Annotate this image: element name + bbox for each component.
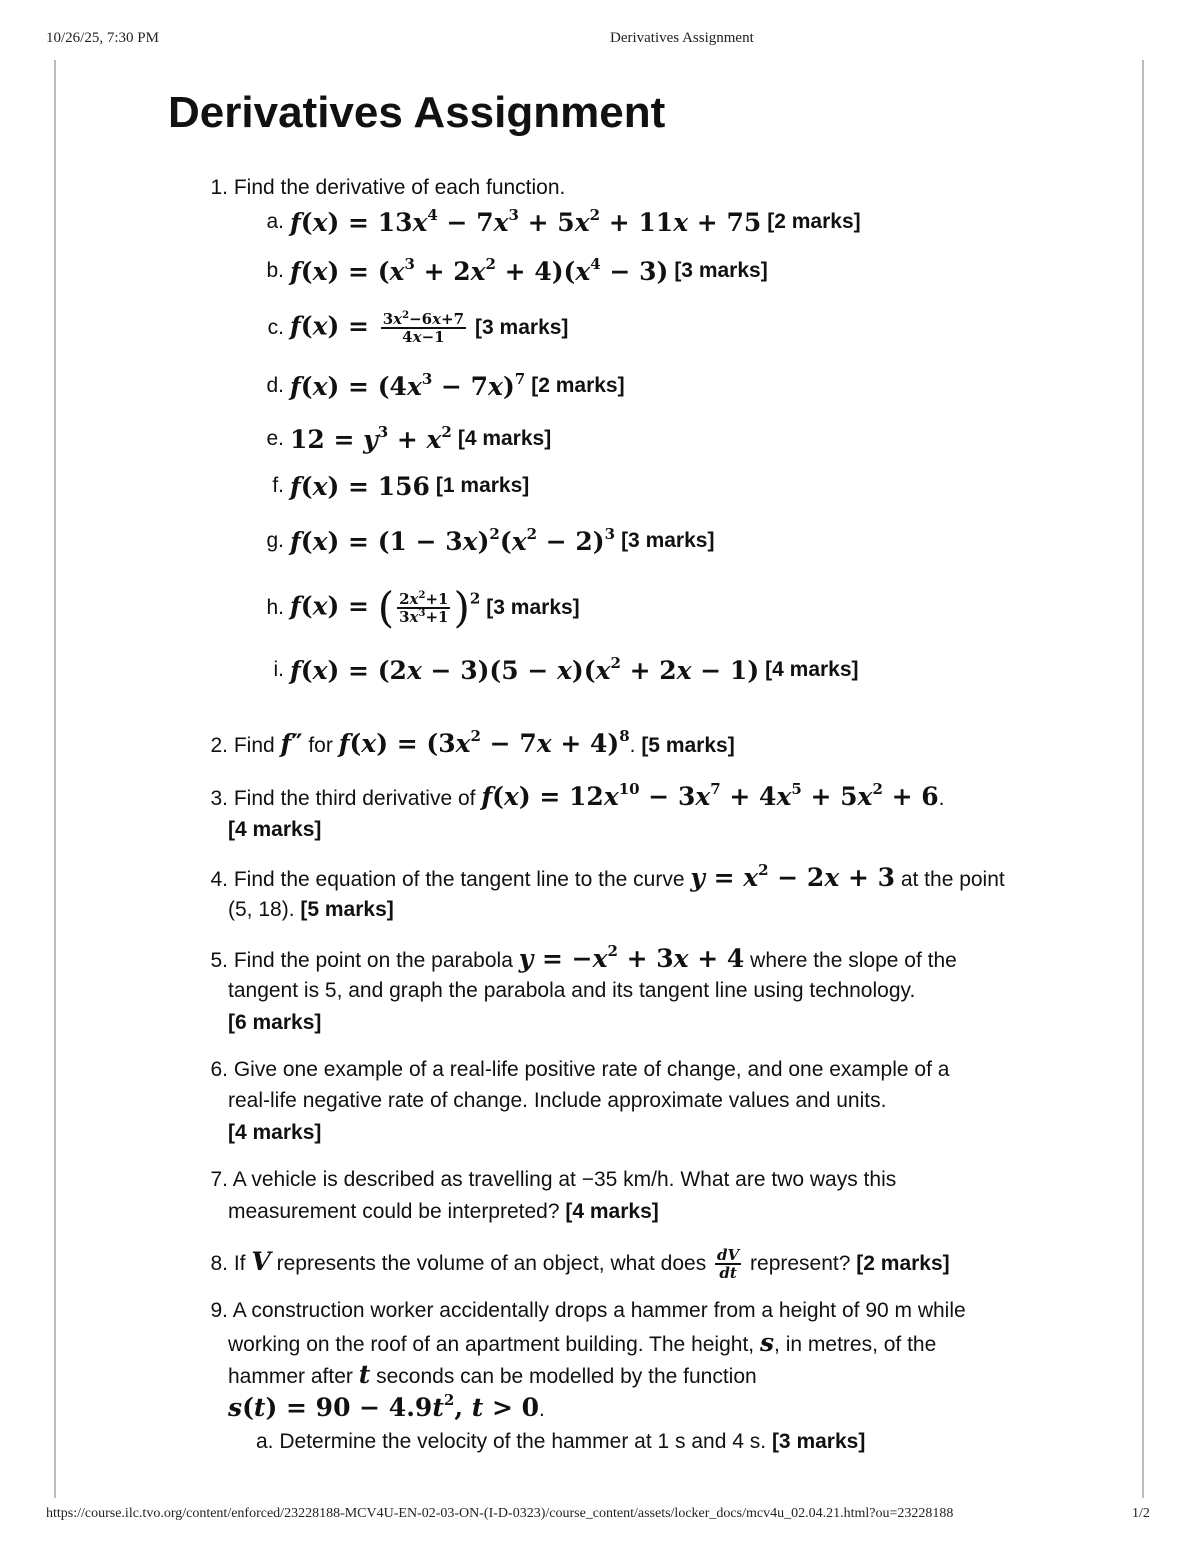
q1-part-d: d. $f(x) = (4x^3 - 7x)^7$ [2 marks] bbox=[266, 369, 625, 401]
q1-part-f: f. f(x) = 156 [1 marks] bbox=[272, 471, 530, 501]
question-4: 4. Find the equation of the tangent line to the curve $y = x^2 - 2x + 3$ at the point bbox=[210, 861, 1005, 892]
q1a-equation: $f(x) = 13x^4 - 7x^3 + 5x^2 + 11x + 75$ bbox=[290, 205, 762, 237]
q1-part-a: a. $f(x) = 13x^4 - 7x^3 + 5x^2 + 11x + 75$ [2 marks] bbox=[266, 205, 861, 237]
print-datetime: 10/26/25, 7:30 PM bbox=[46, 30, 159, 46]
print-url: https://course.ilc.tvo.org/content/enforced/23228188-MCV4U-EN-02-03-ON-(I-D-0323)/course_content/assets/locker_docs/mcv4u_02.04.21.html?ou=23228188 bbox=[46, 1506, 954, 1521]
q1-part-b: b. $f(x) = (x^3 + 2x^2 + 4)(x^4 - 3)$ [3 marks] bbox=[266, 254, 768, 286]
question-6: 6. Give one example of a real-life positive rate of change, and one example of a bbox=[210, 1058, 950, 1081]
q4-cont: (5, 18). [5 marks] bbox=[228, 898, 394, 921]
question-1: 1. Find the derivative of each function. bbox=[210, 176, 566, 199]
q9-line3: hammer after t seconds can be modelled by the function bbox=[228, 1360, 757, 1389]
q3-marks: [4 marks] bbox=[228, 818, 322, 841]
q1b-equation: $f(x) = (x^3 + 2x^2 + 4)(x^4 - 3)$ bbox=[290, 254, 669, 286]
q9-function: $s(t) = 90 - 4.9t^2$, t > 0. bbox=[228, 1391, 545, 1422]
q1d-equation: $f(x) = (4x^3 - 7x)^7$ bbox=[290, 369, 526, 401]
q1-part-i: i. $f(x) = (2x - 3)(5 - x)(x^2 + 2x - 1)$ [4 marks] bbox=[273, 653, 859, 685]
page-border-left bbox=[54, 60, 56, 1498]
question-9: 9. A construction worker accidentally drops a hammer from a height of 90 m while bbox=[210, 1299, 966, 1322]
q1e-equation: $12 = y^3 + x^2$ bbox=[290, 422, 452, 454]
q5-marks: [6 marks] bbox=[228, 1011, 322, 1034]
print-page-title: Derivatives Assignment bbox=[610, 30, 754, 46]
q9-part-a: a. Determine the velocity of the hammer at 1 s and 4 s. [3 marks] bbox=[256, 1430, 866, 1453]
question-2: 2. Find f″ for $f(x) = (3x^2 - 7x + 4)^8$. [5 marks] bbox=[210, 727, 735, 758]
q1-part-g: g. $f(x) = (1 - 3x)^2(x^2 - 2)^3$ [3 marks] bbox=[266, 524, 715, 556]
q1-part-h: h. f(x) = ( $\frac{2x^2+1}{3x^3+1}$ )$^2$ [3 marks] bbox=[266, 583, 580, 632]
page-title: Derivatives Assignment bbox=[168, 88, 666, 137]
q1c-equation: f(x) = $\frac{3x^2-6x+7}{4x-1}$ bbox=[290, 310, 465, 346]
q1f-equation: f(x) = 156 bbox=[290, 471, 430, 501]
question-3: 3. Find the third derivative of $f(x) = 12x^{10} - 3x^7 + 4x^5 + 5x^2 + 6$. bbox=[210, 780, 945, 811]
q5-line2: tangent is 5, and graph the parabola and its tangent line using technology. bbox=[228, 979, 916, 1002]
q1g-equation: $f(x) = (1 - 3x)^2(x^2 - 2)^3$ bbox=[290, 524, 616, 556]
page-border-right bbox=[1142, 60, 1144, 1498]
q9-line2: working on the roof of an apartment building. The height, s, in metres, of the bbox=[228, 1328, 937, 1357]
q1-part-c: c. f(x) = $\frac{3x^2-6x+7}{4x-1}$ [3 marks] bbox=[267, 310, 569, 346]
q1i-equation: $f(x) = (2x - 3)(5 - x)(x^2 + 2x - 1)$ bbox=[290, 653, 760, 685]
q6-marks: [4 marks] bbox=[228, 1121, 322, 1144]
question-5: 5. Find the point on the parabola $y = -x^2 + 3x + 4$ where the slope of the bbox=[210, 942, 957, 973]
question-7: 7. A vehicle is described as travelling at −35 km/h. What are two ways this bbox=[210, 1168, 897, 1191]
q1h-equation: f(x) = ( $\frac{2x^2+1}{3x^3+1}$ )$^2$ bbox=[290, 583, 481, 632]
print-page-number: 1/2 bbox=[1132, 1506, 1150, 1521]
q6-line2: real-life negative rate of change. Include approximate values and units. bbox=[228, 1089, 887, 1112]
q1-part-e: e. $12 = y^3 + x^2$ [4 marks] bbox=[266, 422, 552, 454]
question-8: 8. If V represents the volume of an object, what does $\frac{dV}{dt}$ represent? [2 marks] bbox=[210, 1245, 950, 1282]
q7-line2: measurement could be interpreted? [4 marks] bbox=[228, 1200, 659, 1223]
